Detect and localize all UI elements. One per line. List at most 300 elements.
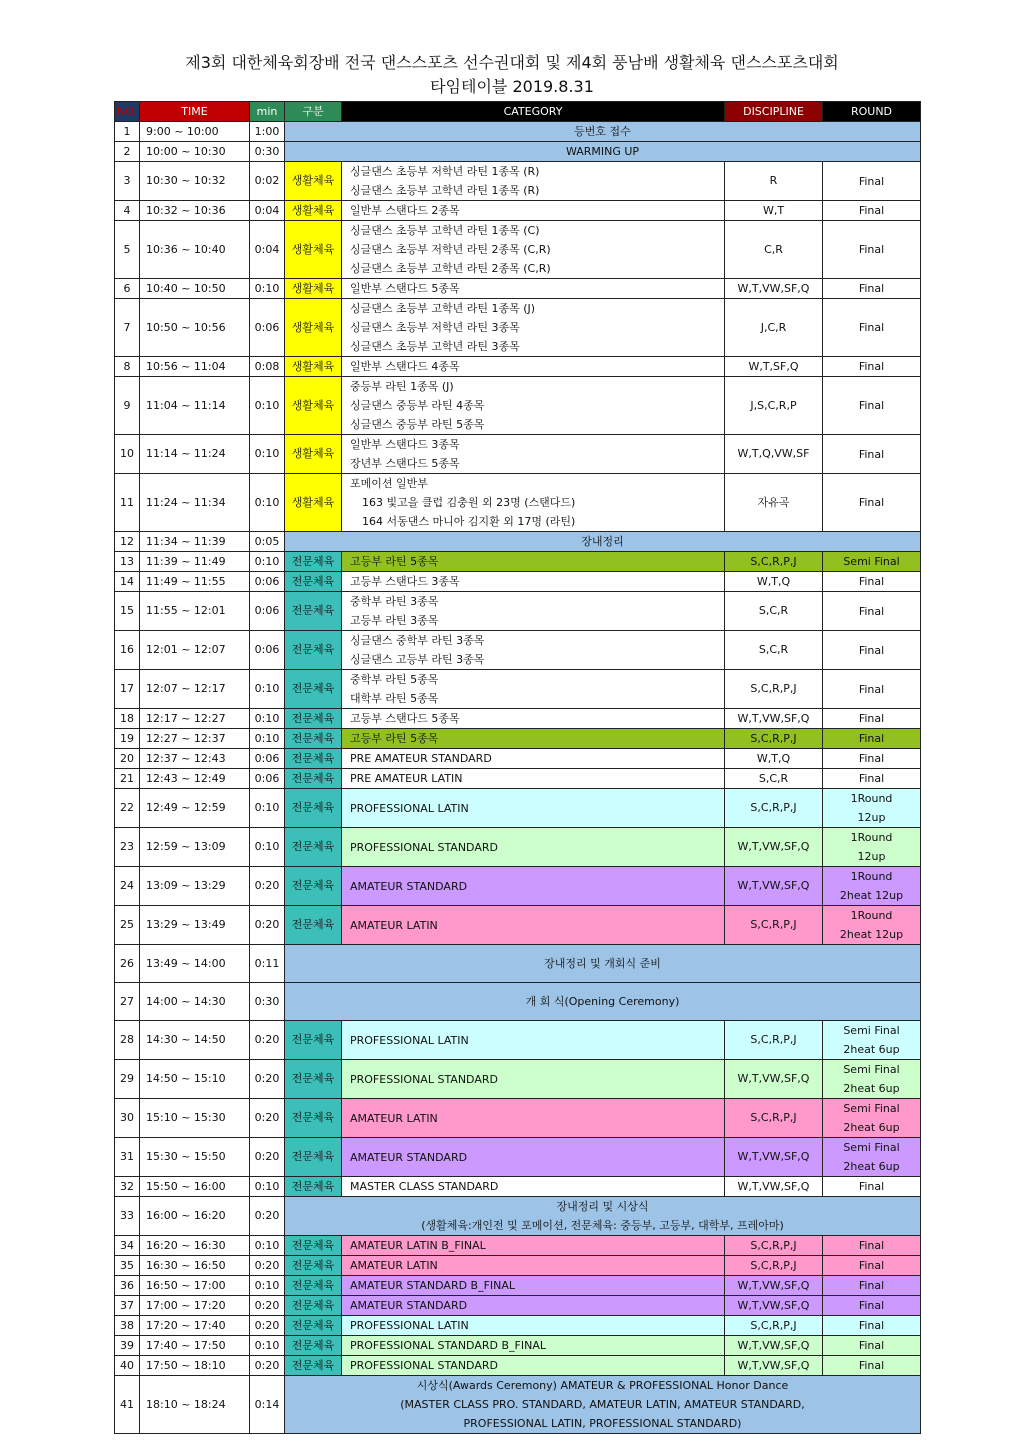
time-cell: 10:36 ~ 10:40: [140, 221, 250, 279]
row-number: 11: [115, 474, 140, 532]
division-badge: 전문체육: [285, 631, 342, 670]
table-row: [115, 1376, 921, 1434]
division-badge: 전문체육: [285, 867, 342, 906]
category-cell: [342, 474, 725, 532]
category-line: PRE AMATEUR LATIN: [350, 772, 463, 785]
division-badge: 전문체육: [285, 572, 342, 592]
row-number: 30: [115, 1099, 140, 1138]
timetable: [114, 101, 921, 1434]
category-line: 고등부 스탠다드 3종목: [350, 575, 460, 588]
time-cell: 13:49 ~ 14:00: [140, 945, 250, 983]
notice-line: PROFESSIONAL LATIN, PROFESSIONAL STANDARD): [463, 1417, 742, 1430]
round-line: 1Round: [850, 870, 893, 883]
round-line: Final: [858, 282, 885, 295]
discipline-cell: W,T,VW,SF,Q: [725, 709, 823, 729]
division-badge: 전문체육: [285, 1099, 342, 1138]
time-cell: 12:17 ~ 12:27: [140, 709, 250, 729]
time-cell: 11:04 ~ 11:14: [140, 377, 250, 435]
category-line: 싱글댄스 고등부 라틴 3종목: [350, 653, 485, 666]
category-cell: [342, 435, 725, 474]
row-number: 24: [115, 867, 140, 906]
table-row: [115, 279, 921, 299]
minutes-cell: 0:08: [250, 357, 285, 377]
minutes-cell: 0:06: [250, 749, 285, 769]
time-cell: 16:20 ~ 16:30: [140, 1236, 250, 1256]
category-line: AMATEUR STANDARD B_FINAL: [350, 1279, 516, 1292]
category-cell: [342, 729, 725, 749]
category-line: 싱글댄스 중등부 라틴 5종목: [350, 418, 485, 431]
category-line: 고등부 라틴 3종목: [350, 614, 439, 627]
row-number: 27: [115, 983, 140, 1021]
discipline-cell: S,C,R,P,J: [725, 906, 823, 945]
round-cell: [823, 1256, 921, 1276]
minutes-cell: 0:11: [250, 945, 285, 983]
category-line: 싱글댄스 초등부 고학년 라틴 2종목 (C,R): [350, 262, 551, 275]
time-cell: 13:09 ~ 13:29: [140, 867, 250, 906]
row-number: 2: [115, 142, 140, 162]
round-cell: [823, 552, 921, 572]
table-row: [115, 532, 921, 552]
discipline-cell: W,T,VW,SF,Q: [725, 1356, 823, 1376]
time-cell: 15:10 ~ 15:30: [140, 1099, 250, 1138]
header-division: 구분: [285, 102, 342, 122]
minutes-cell: 0:10: [250, 709, 285, 729]
time-cell: 12:27 ~ 12:37: [140, 729, 250, 749]
category-cell: [342, 828, 725, 867]
round-line: Final: [858, 732, 885, 745]
minutes-cell: 0:20: [250, 1060, 285, 1099]
round-line: Final: [858, 643, 885, 657]
division-badge: 생활체육: [285, 162, 342, 201]
category-cell: [342, 1021, 725, 1060]
division-badge: 전문체육: [285, 729, 342, 749]
category-line: 싱글댄스 중학부 라틴 3종목: [350, 634, 485, 647]
minutes-cell: 0:02: [250, 162, 285, 201]
division-badge: 전문체육: [285, 1256, 342, 1276]
discipline-cell: W,T,Q: [725, 572, 823, 592]
header-no: NO.: [115, 102, 140, 122]
category-line: 싱글댄스 초등부 저학년 라틴 1종목 (R): [350, 165, 540, 178]
time-cell: 18:10 ~ 18:24: [140, 1376, 250, 1434]
division-badge: 전문체육: [285, 749, 342, 769]
round-cell: [823, 789, 921, 828]
minutes-cell: 0:30: [250, 142, 285, 162]
table-row: [115, 1296, 921, 1316]
category-line: 장년부 스탠다드 5종목: [350, 457, 460, 470]
time-cell: 11:14 ~ 11:24: [140, 435, 250, 474]
round-cell: [823, 299, 921, 357]
discipline-cell: W,T,VW,SF,Q: [725, 1060, 823, 1099]
row-number: 16: [115, 631, 140, 670]
category-line: 싱글댄스 초등부 고학년 라틴 3종목: [350, 340, 520, 353]
category-line: 싱글댄스 중등부 라틴 4종목: [350, 399, 485, 412]
minutes-cell: 0:20: [250, 1356, 285, 1376]
round-cell: [823, 1336, 921, 1356]
minutes-cell: 0:20: [250, 1138, 285, 1177]
category-line: 중학부 라틴 5종목: [350, 673, 439, 686]
division-badge: 생활체육: [285, 299, 342, 357]
row-number: 18: [115, 709, 140, 729]
category-line: 고등부 스탠다드 5종목: [350, 712, 460, 725]
category-line: PROFESSIONAL STANDARD B_FINAL: [350, 1339, 546, 1352]
round-line: Final: [858, 204, 885, 217]
minutes-cell: 0:10: [250, 1276, 285, 1296]
time-cell: 12:59 ~ 13:09: [140, 828, 250, 867]
row-number: 22: [115, 789, 140, 828]
time-cell: 12:07 ~ 12:17: [140, 670, 250, 709]
category-line: AMATEUR LATIN: [350, 1259, 438, 1272]
category-line: 중학부 라틴 3종목: [350, 595, 439, 608]
division-badge: 전문체육: [285, 1296, 342, 1316]
round-line: Final: [858, 360, 885, 373]
discipline-cell: J,S,C,R,P: [725, 377, 823, 435]
category-cell: [342, 592, 725, 631]
time-cell: 15:30 ~ 15:50: [140, 1138, 250, 1177]
category-cell: [342, 906, 725, 945]
category-cell: [342, 221, 725, 279]
category-line: 일반부 스탠다드 4종목: [350, 360, 460, 373]
category-cell: [342, 749, 725, 769]
category-cell: [342, 1336, 725, 1356]
table-row: [115, 142, 921, 162]
round-cell: [823, 1316, 921, 1336]
minutes-cell: 0:20: [250, 1021, 285, 1060]
minutes-cell: 0:30: [250, 983, 285, 1021]
minutes-cell: 0:10: [250, 729, 285, 749]
round-cell: [823, 572, 921, 592]
round-cell: [823, 592, 921, 631]
time-cell: 12:43 ~ 12:49: [140, 769, 250, 789]
row-number: 20: [115, 749, 140, 769]
category-cell: [342, 1177, 725, 1197]
round-line: Final: [858, 682, 885, 696]
discipline-cell: C,R: [725, 221, 823, 279]
minutes-cell: 0:10: [250, 828, 285, 867]
round-cell: [823, 828, 921, 867]
row-number: 15: [115, 592, 140, 631]
round-cell: [823, 631, 921, 670]
category-line: AMATEUR STANDARD: [350, 879, 468, 893]
discipline-cell: J,C,R: [725, 299, 823, 357]
notice-cell: [285, 142, 921, 162]
category-cell: [342, 1138, 725, 1177]
time-cell: 11:34 ~ 11:39: [140, 532, 250, 552]
round-line: 1Round: [850, 831, 893, 844]
round-line: Final: [858, 1339, 885, 1352]
time-cell: 17:00 ~ 17:20: [140, 1296, 250, 1316]
round-line: Final: [858, 712, 885, 725]
table-row: [115, 572, 921, 592]
table-row: [115, 1276, 921, 1296]
discipline-cell: S,C,R,P,J: [725, 729, 823, 749]
round-line: Final: [858, 1359, 885, 1372]
notice-line: 등번호 접수: [574, 125, 631, 138]
category-line: PROFESSIONAL STANDARD: [350, 840, 498, 854]
round-cell: [823, 357, 921, 377]
round-line: Final: [858, 1239, 885, 1252]
category-line: AMATEUR STANDARD: [350, 1299, 468, 1312]
category-cell: [342, 572, 725, 592]
category-cell: [342, 1236, 725, 1256]
category-line: PROFESSIONAL LATIN: [350, 1319, 469, 1332]
category-cell: [342, 769, 725, 789]
division-badge: 전문체육: [285, 592, 342, 631]
minutes-cell: 0:10: [250, 474, 285, 532]
round-line: Semi Final: [843, 1024, 900, 1037]
row-number: 32: [115, 1177, 140, 1197]
table-row: [115, 867, 921, 906]
notice-line: 장내정리 및 시상식: [556, 1200, 649, 1213]
round-line: Final: [858, 447, 885, 461]
category-line: 고등부 라틴 5종목: [350, 555, 439, 568]
document-subtitle: 타임테이블 2019.8.31: [430, 77, 594, 96]
notice-cell: [285, 1197, 921, 1236]
row-number: 38: [115, 1316, 140, 1336]
minutes-cell: 0:10: [250, 1336, 285, 1356]
round-cell: [823, 1177, 921, 1197]
round-cell: [823, 1060, 921, 1099]
discipline-cell: S,C,R,P,J: [725, 1256, 823, 1276]
round-cell: [823, 749, 921, 769]
minutes-cell: 1:00: [250, 122, 285, 142]
row-number: 19: [115, 729, 140, 749]
round-cell: [823, 670, 921, 709]
discipline-cell: W,T,VW,SF,Q: [725, 867, 823, 906]
category-line: MASTER CLASS STANDARD: [350, 1180, 499, 1193]
discipline-cell: W,T,Q: [725, 749, 823, 769]
category-cell: [342, 709, 725, 729]
time-cell: 11:24 ~ 11:34: [140, 474, 250, 532]
time-cell: 10:56 ~ 11:04: [140, 357, 250, 377]
time-cell: 17:50 ~ 18:10: [140, 1356, 250, 1376]
round-line: Final: [858, 1180, 885, 1193]
category-cell: [342, 377, 725, 435]
division-badge: 전문체육: [285, 789, 342, 828]
row-number: 8: [115, 357, 140, 377]
category-line: PRE AMATEUR STANDARD: [350, 752, 492, 765]
table-row: [115, 1138, 921, 1177]
notice-line: 장내정리 및 개회식 준비: [544, 957, 661, 970]
table-row: [115, 1197, 921, 1236]
round-cell: [823, 1021, 921, 1060]
round-cell: [823, 1276, 921, 1296]
round-line: Semi Final: [843, 1141, 900, 1154]
notice-line: 장내정리: [581, 535, 624, 548]
row-number: 41: [115, 1376, 140, 1434]
round-line: Final: [858, 496, 885, 509]
time-cell: 16:00 ~ 16:20: [140, 1197, 250, 1236]
discipline-cell: W,T,VW,SF,Q: [725, 279, 823, 299]
discipline-cell: S,C,R,P,J: [725, 552, 823, 572]
division-badge: 전문체육: [285, 1276, 342, 1296]
table-row: [115, 162, 921, 201]
category-cell: [342, 1296, 725, 1316]
table-row: [115, 1336, 921, 1356]
discipline-cell: S,C,R,P,J: [725, 1316, 823, 1336]
discipline-cell: S,C,R: [725, 592, 823, 631]
category-line: 일반부 스탠다드 5종목: [350, 282, 460, 295]
table-row: [115, 945, 921, 983]
time-cell: 11:49 ~ 11:55: [140, 572, 250, 592]
division-badge: 전문체육: [285, 828, 342, 867]
minutes-cell: 0:10: [250, 670, 285, 709]
minutes-cell: 0:20: [250, 867, 285, 906]
header-row: [115, 102, 921, 122]
round-line: 2heat 12up: [839, 928, 904, 941]
category-line: 중등부 라틴 1종목 (J): [350, 380, 454, 393]
category-cell: [342, 867, 725, 906]
category-line: PROFESSIONAL LATIN: [350, 1033, 469, 1047]
category-line: 163 빛고을 클럽 김충원 외 23명 (스탠다드): [362, 496, 576, 509]
table-row: [115, 1256, 921, 1276]
minutes-cell: 0:04: [250, 201, 285, 221]
discipline-cell: W,T,VW,SF,Q: [725, 1276, 823, 1296]
round-line: Final: [858, 772, 885, 785]
division-badge: 전문체육: [285, 1336, 342, 1356]
category-cell: [342, 1099, 725, 1138]
round-cell: [823, 729, 921, 749]
row-number: 4: [115, 201, 140, 221]
minutes-cell: 0:10: [250, 435, 285, 474]
round-line: 2heat 6up: [843, 1082, 900, 1095]
time-cell: 13:29 ~ 13:49: [140, 906, 250, 945]
table-row: [115, 435, 921, 474]
division-badge: 전문체육: [285, 1356, 342, 1376]
discipline-cell: 자유곡: [725, 474, 823, 532]
division-badge: 생활체육: [285, 435, 342, 474]
category-line: 일반부 스탠다드 2종목: [350, 204, 460, 217]
notice-line: (생활체육:개인전 및 포메이션, 전문체육: 중등부, 고등부, 대학부, 프레아마): [421, 1219, 784, 1232]
time-cell: 16:30 ~ 16:50: [140, 1256, 250, 1276]
time-cell: 14:30 ~ 14:50: [140, 1021, 250, 1060]
round-line: Final: [858, 1279, 885, 1292]
minutes-cell: 0:10: [250, 1177, 285, 1197]
category-cell: [342, 631, 725, 670]
notice-cell: [285, 983, 921, 1021]
row-number: 6: [115, 279, 140, 299]
discipline-cell: W,T,VW,SF,Q: [725, 1138, 823, 1177]
division-badge: 생활체육: [285, 474, 342, 532]
category-cell: [342, 279, 725, 299]
minutes-cell: 0:14: [250, 1376, 285, 1434]
division-badge: 전문체육: [285, 1236, 342, 1256]
category-line: AMATEUR STANDARD: [350, 1150, 468, 1164]
round-cell: [823, 867, 921, 906]
category-cell: [342, 789, 725, 828]
discipline-cell: S,C,R,P,J: [725, 789, 823, 828]
time-cell: 12:49 ~ 12:59: [140, 789, 250, 828]
row-number: 25: [115, 906, 140, 945]
row-number: 36: [115, 1276, 140, 1296]
discipline-cell: S,C,R,P,J: [725, 1099, 823, 1138]
row-number: 37: [115, 1296, 140, 1316]
time-cell: 14:50 ~ 15:10: [140, 1060, 250, 1099]
round-line: Final: [858, 604, 885, 618]
time-cell: 17:40 ~ 17:50: [140, 1336, 250, 1356]
time-cell: 10:50 ~ 10:56: [140, 299, 250, 357]
table-row: [115, 377, 921, 435]
round-cell: [823, 279, 921, 299]
category-line: 대학부 라틴 5종목: [350, 692, 439, 705]
division-badge: 전문체육: [285, 1316, 342, 1336]
division-badge: 전문체육: [285, 1021, 342, 1060]
row-number: 12: [115, 532, 140, 552]
division-badge: 전문체육: [285, 769, 342, 789]
round-line: 2heat 12up: [839, 889, 904, 902]
row-number: 1: [115, 122, 140, 142]
time-cell: 10:30 ~ 10:32: [140, 162, 250, 201]
minutes-cell: 0:06: [250, 769, 285, 789]
round-cell: [823, 1236, 921, 1256]
category-line: 일반부 스탠다드 3종목: [350, 438, 460, 451]
row-number: 13: [115, 552, 140, 572]
category-line: 싱글댄스 초등부 저학년 라틴 2종목 (C,R): [350, 243, 551, 256]
minutes-cell: 0:20: [250, 1099, 285, 1138]
discipline-cell: S,C,R,P,J: [725, 1021, 823, 1060]
time-cell: 12:01 ~ 12:07: [140, 631, 250, 670]
category-cell: [342, 1256, 725, 1276]
row-number: 9: [115, 377, 140, 435]
minutes-cell: 0:06: [250, 631, 285, 670]
minutes-cell: 0:10: [250, 279, 285, 299]
row-number: 26: [115, 945, 140, 983]
discipline-cell: R: [725, 162, 823, 201]
category-line: 싱글댄스 초등부 고학년 라틴 1종목 (C): [350, 224, 540, 237]
table-row: [115, 1356, 921, 1376]
minutes-cell: 0:20: [250, 1316, 285, 1336]
round-line: Final: [858, 1259, 885, 1272]
division-badge: 생활체육: [285, 279, 342, 299]
minutes-cell: 0:20: [250, 906, 285, 945]
division-badge: 전문체육: [285, 906, 342, 945]
row-number: 5: [115, 221, 140, 279]
round-line: 2heat 6up: [843, 1121, 900, 1134]
minutes-cell: 0:20: [250, 1197, 285, 1236]
table-row: [115, 357, 921, 377]
time-cell: 11:39 ~ 11:49: [140, 552, 250, 572]
round-line: Semi Final: [843, 555, 900, 568]
row-number: 14: [115, 572, 140, 592]
discipline-cell: S,C,R,P,J: [725, 1236, 823, 1256]
round-line: Final: [858, 752, 885, 765]
time-cell: 10:00 ~ 10:30: [140, 142, 250, 162]
table-row: [115, 221, 921, 279]
round-line: 12up: [857, 850, 886, 863]
category-line: 싱글댄스 초등부 고학년 라틴 1종목 (R): [350, 184, 540, 197]
round-line: 1Round: [850, 909, 893, 922]
notice-line: WARMING UP: [565, 145, 640, 158]
table-row: [115, 789, 921, 828]
minutes-cell: 0:06: [250, 299, 285, 357]
document-title: 제3회 대한체육회장배 전국 댄스스포츠 선수권대회 및 제4회 풍남배 생활체육 댄스스포츠대회: [185, 53, 839, 72]
discipline-cell: S,C,R,P,J: [725, 670, 823, 709]
category-cell: [342, 201, 725, 221]
time-cell: 15:50 ~ 16:00: [140, 1177, 250, 1197]
time-cell: 10:40 ~ 10:50: [140, 279, 250, 299]
minutes-cell: 0:04: [250, 221, 285, 279]
minutes-cell: 0:20: [250, 1256, 285, 1276]
row-number: 29: [115, 1060, 140, 1099]
row-number: 17: [115, 670, 140, 709]
notice-line: (MASTER CLASS PRO. STANDARD, AMATEUR LATIN, AMATEUR STANDARD,: [400, 1398, 805, 1411]
category-cell: [342, 299, 725, 357]
category-line: 포메이션 일반부: [350, 477, 428, 490]
minutes-cell: 0:06: [250, 572, 285, 592]
round-cell: [823, 709, 921, 729]
category-cell: [342, 357, 725, 377]
table-row: [115, 1060, 921, 1099]
division-badge: 전문체육: [285, 709, 342, 729]
